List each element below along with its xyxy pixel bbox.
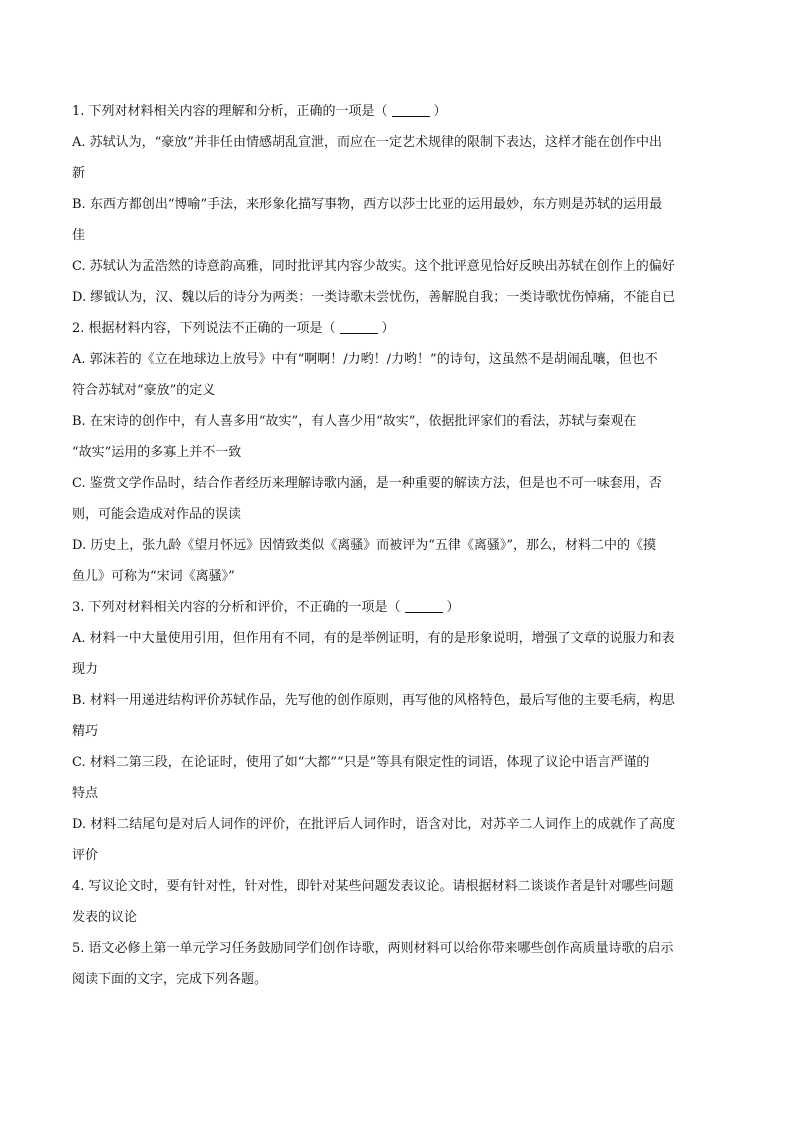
q1-option-c-line-1: C. 苏轼认为孟浩然的诗意韵高雅，同时批评其内容少故实。这个批评意见恰好反映出苏轼在创作上的偏好 xyxy=(72,259,675,274)
answer-blank-2[interactable] xyxy=(340,319,378,334)
question-2-text: 2. 根据材料内容，下列说法不正确的一项是（ xyxy=(72,321,336,336)
q1-option-b-line-1: B. 东西方都创出“博喻”手法，来形象化描写事物，西方以莎士比亚的运用最妙，东方则是苏轼的运用最 xyxy=(72,197,663,212)
q3-option-d-line-2: 评价 xyxy=(72,848,99,863)
q1-option-a-line-1: A. 苏轼认为，“豪放”并非任由情感胡乱宣泄，而应在一定艺术规律的限制下表达，这样才能在创作中出 xyxy=(72,135,662,150)
q2-option-a-line-1: A. 郭沫若的《立在地球边上放号》中有“啊啊！/力哟！/力哟！”的诗句，这虽然不是胡闹乱嚷，但也不 xyxy=(72,352,658,367)
q2-option-d-line-1: D. 历史上，张九龄《望月怀远》因情致类似《离骚》而被评为“五律《离骚》”，那么，材料二中的《摸 xyxy=(72,538,657,553)
question-4-line-1: 4. 写议论文时，要有针对性，针对性，即针对某些问题发表议论。请根据材料二谈谈作者是针对哪些问题 xyxy=(72,879,674,894)
question-sheet xyxy=(72,102,722,1001)
q1-option-a-line-2: 新 xyxy=(72,166,86,181)
question-3-stem: 3. 下列对材料相关内容的分析和评价，不正确的一项是（ ） xyxy=(72,600,460,615)
q3-option-c-line-2: 特点 xyxy=(72,786,99,801)
q3-option-d-line-1: D. 材料二结尾句是对后人词作的评价，在批评后人词作时，语含对比，对苏辛二人词作上的成就作了高度 xyxy=(72,817,676,832)
q2-option-d-line-2: 鱼儿》可称为“宋词《离骚》” xyxy=(72,569,235,584)
q2-option-b-line-2: “故实”运用的多寡上并不一致 xyxy=(72,445,242,460)
q1-option-d-line-1: D. 缪钺认为，汉、魏以后的诗分为两类：一类诗歌未尝忧伤，善解脱自我；一类诗歌忧伤悼痛，不能自已 xyxy=(72,290,676,305)
q3-option-c-line-1: C. 材料二第三段，在论证时，使用了如“大都”“只是”等具有限定性的词语，体现了议论中语言严谨的 xyxy=(72,755,650,770)
q2-option-c-line-2: 则，可能会造成对作品的误读 xyxy=(72,507,242,522)
q3-option-b-line-1: B. 材料一用递进结构评价苏轼作品，先写他的创作原则，再写他的风格特色，最后写他的主要毛病，构思 xyxy=(72,693,675,708)
q3-option-b-line-2: 精巧 xyxy=(72,724,99,739)
answer-blank-3[interactable] xyxy=(405,598,443,613)
question-4-line-2: 发表的议论 xyxy=(72,910,138,925)
question-1-text: 1. 下列对材料相关内容的理解和分析，正确的一项是（ xyxy=(72,104,388,119)
question-3-text: 3. 下列对材料相关内容的分析和评价，不正确的一项是（ xyxy=(72,600,401,615)
question-1-stem: 1. 下列对材料相关内容的理解和分析，正确的一项是（ ） xyxy=(72,104,447,119)
answer-blank-1[interactable] xyxy=(392,102,430,117)
q2-option-c-line-1: C. 鉴赏文学作品时，结合作者经历来理解诗歌内涵，是一种重要的解读方法，但是也不可一味套用，否 xyxy=(72,476,662,491)
q1-option-b-line-2: 佳 xyxy=(72,228,86,243)
q3-option-a-line-1: A. 材料一中大量使用引用，但作用有不同，有的是举例证明，有的是形象说明，增强了文章的说服力和表 xyxy=(72,631,675,646)
question-2-stem: 2. 根据材料内容，下列说法不正确的一项是（ ） xyxy=(72,321,395,336)
q2-option-b-line-1: B. 在宋诗的创作中，有人喜多用“故实”，有人喜少用“故实”，依据批评家们的看法，苏轼与秦观在 xyxy=(72,414,637,429)
reading-instruction: 阅读下面的文字，完成下列各题。 xyxy=(72,972,268,987)
q3-option-a-line-2: 现力 xyxy=(72,662,99,677)
q2-option-a-line-2: 符合苏轼对“豪放”的定义 xyxy=(72,383,216,398)
question-5-line-1: 5. 语文必修上第一单元学习任务鼓励同学们创作诗歌，两则材料可以给你带来哪些创作高质量诗歌的启示 xyxy=(72,941,674,956)
